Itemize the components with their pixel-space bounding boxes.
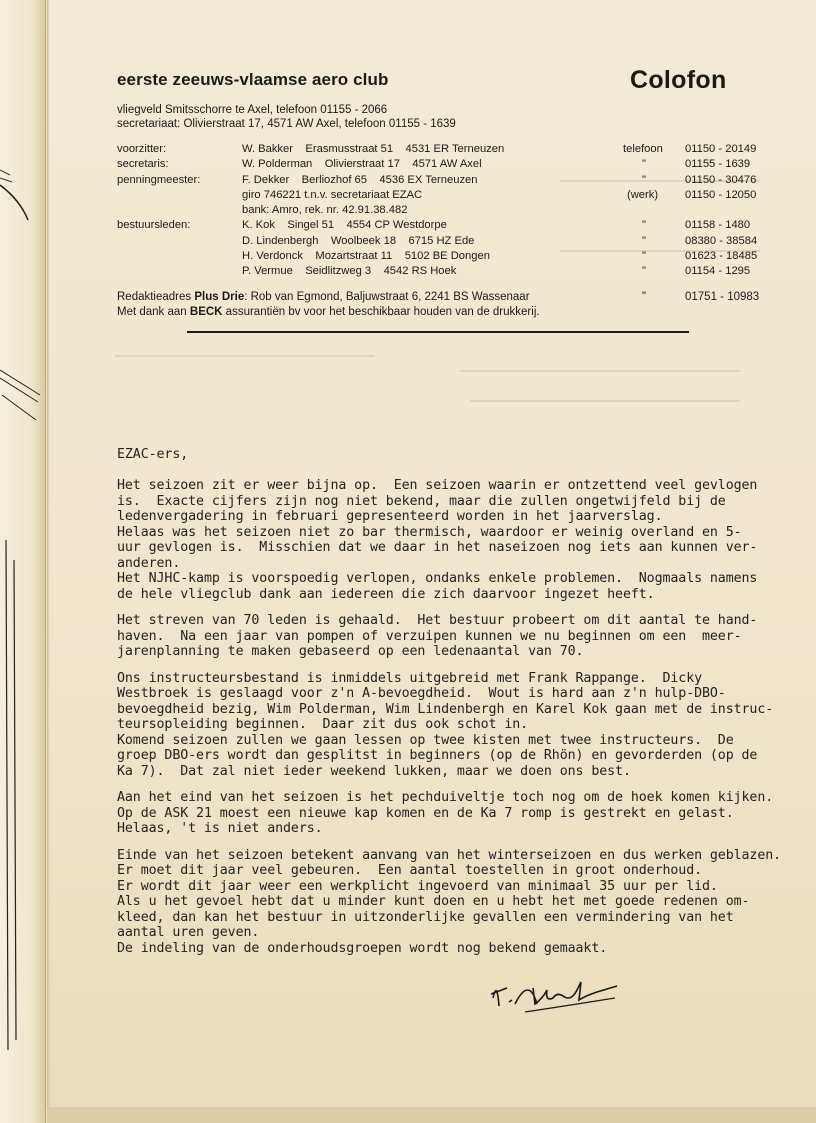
signature	[485, 968, 625, 1018]
board-row	[117, 158, 767, 173]
board-member: P. Vermue Seidlitzweg 3 4542 RS Hoek	[242, 265, 457, 278]
phone-number: 01154 - 1295	[685, 265, 751, 278]
board-row	[117, 204, 767, 219]
phone-number: 01623 - 18485	[685, 250, 758, 263]
board-role: penningmeester:	[117, 173, 201, 186]
board-member: W. Polderman Olivierstraat 17 4571 AW Axel	[242, 158, 482, 171]
thanks-line	[117, 306, 540, 318]
board-role: voorzitter:	[117, 143, 167, 155]
editorial-suffix: : Rob van Egmond, Baljuwstraat 6, 2241 BS Wassenaar	[244, 291, 530, 303]
letter-line: haven. Na een jaar van pompen of verzuipen kunnen we nu beginnen om een meer-	[117, 628, 742, 644]
phone-number: 01150 - 12050	[685, 188, 757, 201]
ditto-mark: "	[642, 250, 646, 263]
letter-line: teursopleiding beginnen. Daar zit dus ook schot in.	[117, 717, 529, 732]
board-row	[117, 265, 767, 280]
letter-line: is. Exacte cijfers zijn nog niet bekend, maar die zullen ongetwijfeld bij de	[117, 493, 726, 509]
salutation: EZAC-ers,	[117, 447, 189, 462]
board-row	[117, 174, 767, 189]
board-row	[117, 235, 767, 250]
letter-line: Het NJHC-kamp is voorspoedig verlopen, ondanks enkele problemen. Nogmaals namens	[117, 571, 758, 586]
letter-line: Het streven van 70 leden is gehaald. Het bestuur probeert om dit aantal te hand-	[117, 613, 758, 628]
board-row	[117, 219, 767, 234]
ditto-mark: "	[642, 234, 646, 247]
editorial-address	[117, 291, 530, 303]
letter-line: De indeling van de onderhoudsgroepen wordt nog bekend gemaakt.	[117, 940, 608, 956]
letter-line: de hele vliegclub dank aan iedereen die zich daarvoor ingezet heeft.	[117, 586, 655, 602]
board-row	[117, 143, 767, 158]
secretariat-address: secretariaat: Olivierstraat 17, 4571 AW Axel, telefoon 01155 - 1639	[117, 118, 456, 130]
letter-line: Ka 7). Dat zal niet ieder weekend lukken, maar we doen ons best.	[117, 763, 631, 779]
letter-line: Einde van het seizoen betekent aanvang van het winterseizoen en dus werken geblazen.	[117, 847, 782, 863]
board-row	[117, 189, 767, 204]
page-fold	[47, 0, 50, 1123]
board-member: K. Kok Singel 51 4554 CP Westdorpe	[242, 219, 447, 232]
letter-line: Er wordt dit jaar weer een werkplicht ingevoerd van minimaal 35 uur per lid.	[117, 878, 718, 894]
giro-number: giro 746221 t.n.v. secretariaat EZAC	[242, 188, 423, 201]
phone-number: 08380 - 38584	[685, 234, 758, 247]
sponsor-name: BECK	[189, 306, 223, 318]
letter-line: jarenplanning te maken gebaseerd op een ledenaantal van 70.	[117, 644, 584, 659]
letter-line: Het seizoen zit er weer bijna op. Een seizoen waarin er ontzettend veel gevlogen	[117, 478, 758, 493]
binding-strip	[0, 0, 46, 1123]
board-member: F. Dekker Berliozhof 65 4536 EX Terneuzen	[242, 173, 478, 186]
letter-body	[117, 447, 797, 956]
divider-rule	[187, 331, 689, 333]
magazine-name: Plus Drie	[194, 291, 245, 303]
ditto-mark: "	[642, 173, 646, 186]
phone-number: 01158 - 1480	[685, 219, 751, 232]
board-member: W. Bakker Erasmusstraat 51 4531 ER Terneuzen	[242, 143, 505, 155]
thanks-prefix: Met dank aan	[117, 306, 190, 318]
bank-account: bank: Amro, rek. nr. 42.91.38.482	[242, 204, 408, 217]
club-name: eerste zeeuws-vlaamse aero club	[117, 70, 389, 89]
board-member: D. Lindenbergh Woolbeek 18 6715 HZ Ede	[242, 234, 475, 247]
airfield-address: vliegveld Smitsschorre te Axel, telefoon 01155 - 2066	[117, 104, 388, 116]
editorial-phone: 01751 - 10983	[685, 291, 760, 303]
phone-label: (werk)	[627, 188, 659, 201]
letter-line: anderen.	[117, 555, 181, 571]
page-bottom-edge	[47, 1107, 816, 1123]
phone-number: 01150 - 20149	[685, 143, 757, 155]
ditto-mark: "	[642, 291, 647, 303]
phone-label: telefoon	[623, 143, 663, 155]
letter-line: Aan het eind van het seizoen is het pechduiveltje toch nog om de hoek komen kijken.	[117, 790, 774, 805]
letter-line: Er moet dit jaar veel gebeuren. Een aantal toestellen in groot onderhoud.	[117, 863, 703, 878]
board-role: bestuursleden:	[117, 219, 191, 232]
ditto-mark: "	[642, 265, 646, 278]
binding-sketch	[0, 0, 46, 1123]
phone-number: 01150 - 30476	[685, 173, 757, 186]
editorial-prefix: Redaktieadres	[117, 291, 195, 303]
thanks-suffix: assurantiën bv voor het beschikbaar houden van de drukkerij.	[222, 306, 540, 318]
ditto-mark: "	[642, 158, 646, 171]
letter-line: kleed, dan kan het bestuur in uitzonderlijke gevallen een vermindering van het	[117, 909, 734, 925]
letter-line: Komend seizoen zullen we gaan lessen op twee kisten met twee instructeurs. De	[117, 732, 734, 748]
letter-line: Helaas, 't is niet anders.	[117, 821, 323, 836]
letter-line: groep DBO-ers wordt dan gesplitst in beginners (op de Rhön) en gevorderden (op de	[117, 748, 758, 763]
board-row	[117, 250, 767, 265]
board-table	[117, 143, 767, 281]
letter-line: aantal uren geven.	[117, 925, 260, 940]
letter-line: uur gevlogen is. Misschien dat we daar in het naseizoen nog iets aan kunnen ver-	[117, 540, 758, 555]
ditto-mark: "	[642, 219, 646, 232]
phone-number: 01155 - 1639	[685, 158, 751, 171]
letter-line: bevoegdheid bezig, Wim Polderman, Wim Lindenbergh en Karel Kok gaan met de instruc-	[117, 701, 774, 717]
letter-line: Ons instructeursbestand is inmiddels uitgebreid met Frank Rappange. Dicky	[117, 670, 703, 686]
letter-line: Op de ASK 21 moest een nieuwe kap komen en de Ka 7 romp is gestrekt en gelast.	[117, 805, 734, 821]
board-member: H. Verdonck Mozartstraat 11 5102 BE Dongen	[242, 250, 490, 263]
letter-line: Als u het gevoel hebt dat u minder kunt doen en u hebt het met goede redenen om-	[117, 894, 750, 909]
board-role: secretaris:	[117, 158, 169, 171]
letter-line: ledenvergadering in februari gepresenteerd worden in het jaarverslag.	[117, 509, 663, 524]
letter-line: Helaas was het seizoen niet zo bar thermisch, waardoor er weinig overland en 5-	[117, 524, 742, 540]
letter-line: Westbroek is geslaagd voor z'n A-bevoegdheid. Wout is hard aan z'n hulp-DBO-	[117, 686, 726, 701]
section-title: Colofon	[630, 66, 727, 94]
